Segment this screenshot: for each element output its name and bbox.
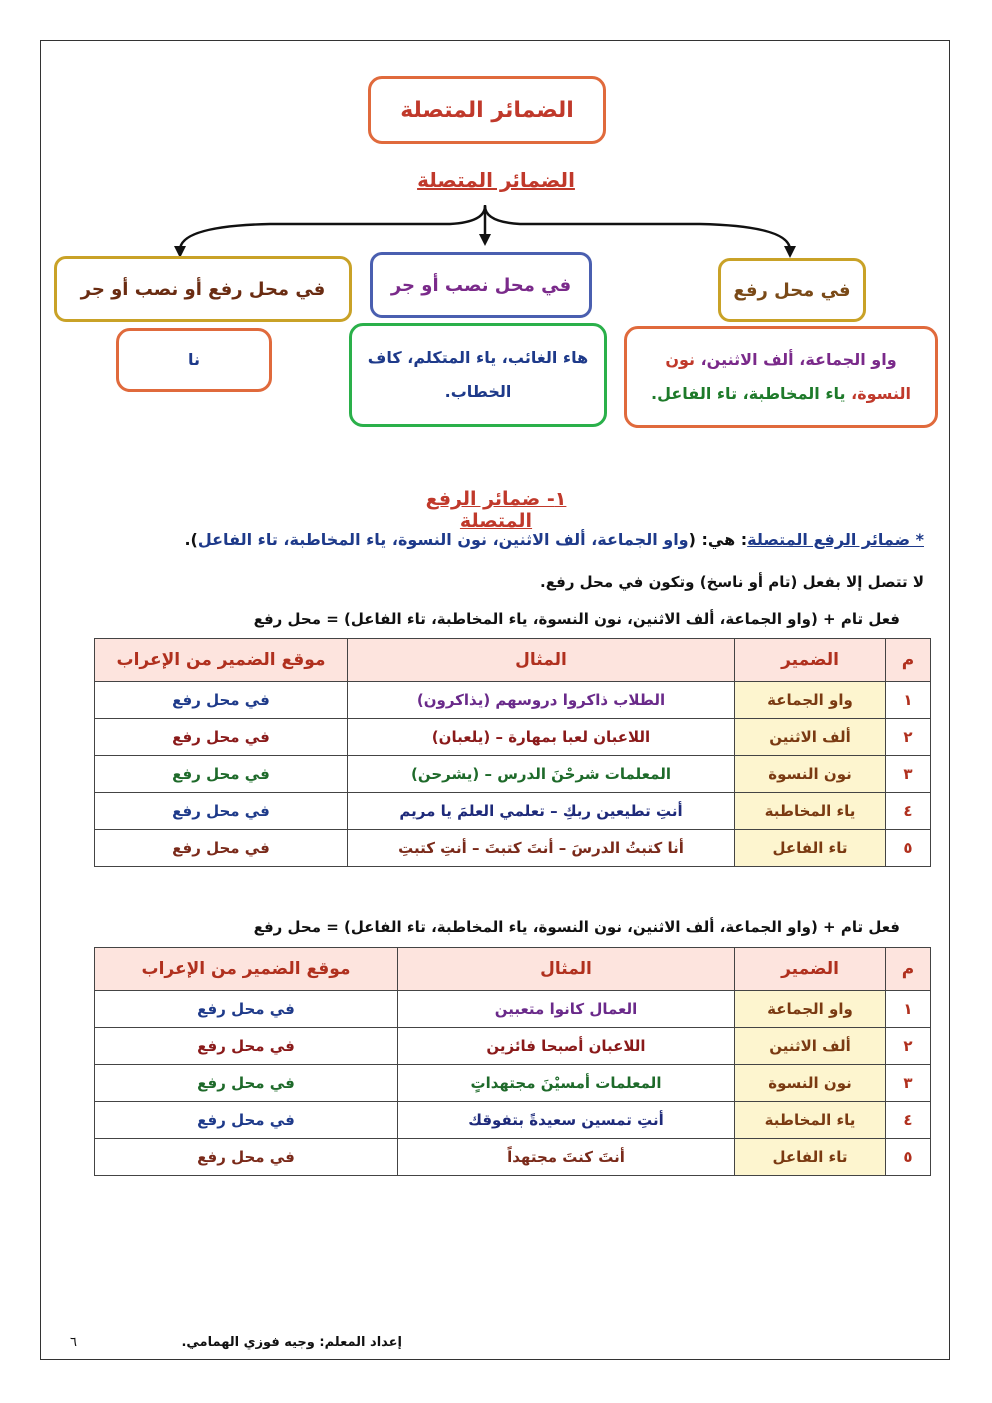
- leaf-raf-line2-b: ياء المخاطبة، تاء الفاعل.: [651, 384, 846, 403]
- cell-position: في محل رفع: [95, 1028, 398, 1065]
- cell-position: في محل رفع: [95, 1139, 398, 1176]
- leaf-raf-line1: [639, 343, 923, 377]
- cell-m: ٥: [886, 1139, 931, 1176]
- branch-raf-nasb-jar: في محل رفع أو نصب أو جر: [54, 256, 352, 322]
- table-row: [95, 1139, 931, 1176]
- cell-pronoun: ألف الاثنين: [735, 1028, 886, 1065]
- cell-example: اللاعبان أصبحا فائزين: [398, 1028, 735, 1065]
- branch-nasb-jar: في محل نصب أو جر: [370, 252, 592, 318]
- definition-end: ).: [184, 530, 198, 549]
- cell-m: ٤: [886, 1102, 931, 1139]
- leaf-raf-line2: [639, 377, 923, 411]
- leaf-raf-pronouns: [624, 326, 938, 428]
- cell-position: في محل رفع: [95, 1065, 398, 1102]
- leaf-raf-line1-b: نون: [665, 350, 696, 369]
- leaf-nasb-pronouns: [349, 323, 607, 427]
- cell-position: في محل رفع: [95, 719, 348, 756]
- cell-position: في محل رفع: [95, 793, 348, 830]
- table1-formula: فعل تام + (واو الجماعة، ألف الاثنين، نون النسوة، ياء المخاطبة، تاء الفاعل) = محل رفع: [253, 610, 900, 628]
- cell-example: أنتَ كنتَ مجتهداً: [398, 1139, 735, 1176]
- cell-pronoun: نون النسوة: [735, 1065, 886, 1102]
- definition-mid: : هي: (: [688, 530, 748, 549]
- cell-m: ٢: [886, 719, 931, 756]
- header-example: المثال: [398, 948, 735, 991]
- cell-position: في محل رفع: [95, 756, 348, 793]
- cell-pronoun: ياء المخاطبة: [735, 1102, 886, 1139]
- cell-pronoun: تاء الفاعل: [735, 830, 886, 867]
- page-number: ٦: [70, 1335, 77, 1350]
- table-row: [95, 1028, 931, 1065]
- table-row: [95, 756, 931, 793]
- table-row: [95, 682, 931, 719]
- note-line: لا تتصل إلا بفعل (تام أو ناسخ) وتكون في محل رفع.: [540, 573, 924, 591]
- cell-m: ٥: [886, 830, 931, 867]
- cell-example: المعلمات شرحْنَ الدرس – (يشرحن): [348, 756, 735, 793]
- cell-m: ١: [886, 682, 931, 719]
- tree-connector: [150, 200, 820, 260]
- diagram-title: الضمائر المتصلة: [368, 76, 606, 144]
- cell-example: اللاعبان لعبا بمهارة – (يلعبان): [348, 719, 735, 756]
- table-row: [95, 793, 931, 830]
- cell-example: أنا كتبتُ الدرسَ – أنتَ كتبتَ – أنتِ كتبتِ: [348, 830, 735, 867]
- table-row: [95, 1065, 931, 1102]
- cell-position: في محل رفع: [95, 1102, 398, 1139]
- cell-m: ٤: [886, 793, 931, 830]
- header-position: موقع الضمير من الإعراب: [95, 948, 398, 991]
- header-pronoun: الضمير: [735, 948, 886, 991]
- cell-m: ٣: [886, 1065, 931, 1102]
- header-pronoun: الضمير: [735, 639, 886, 682]
- definition-line: [64, 530, 924, 549]
- branch-raf: في محل رفع: [718, 258, 866, 322]
- table2: [94, 947, 931, 1176]
- cell-pronoun: واو الجماعة: [735, 682, 886, 719]
- cell-example: الطلاب ذاكروا دروسهم (يذاكرون): [348, 682, 735, 719]
- leaf-raf-line2-a: النسوة،: [845, 384, 911, 403]
- table1-header-row: [95, 639, 931, 682]
- header-m: م: [886, 639, 931, 682]
- cell-pronoun: واو الجماعة: [735, 991, 886, 1028]
- cell-pronoun: ألف الاثنين: [735, 719, 886, 756]
- footer-author: إعداد المعلم: وجيه فوزي الهمامي.: [181, 1335, 402, 1350]
- cell-pronoun: تاء الفاعل: [735, 1139, 886, 1176]
- cell-m: ١: [886, 991, 931, 1028]
- header-example: المثال: [348, 639, 735, 682]
- cell-pronoun: ياء المخاطبة: [735, 793, 886, 830]
- cell-example: أنتِ تمسين سعيدةً بتفوقك: [398, 1102, 735, 1139]
- cell-position: في محل رفع: [95, 991, 398, 1028]
- cell-m: ٢: [886, 1028, 931, 1065]
- definition-list: واو الجماعة، ألف الاثنين، نون النسوة، ياء المخاطبة، تاء الفاعل: [197, 530, 689, 549]
- cell-example: أنتِ تطيعين ربكِ – تعلمي العلمَ يا مريم: [348, 793, 735, 830]
- table1: [94, 638, 931, 867]
- cell-pronoun: نون النسوة: [735, 756, 886, 793]
- header-m: م: [886, 948, 931, 991]
- cell-position: في محل رفع: [95, 830, 348, 867]
- table-row: [95, 719, 931, 756]
- table-row: [95, 991, 931, 1028]
- table2-header-row: [95, 948, 931, 991]
- section-title: ١- ضمائر الرفع المتصلة: [425, 488, 567, 532]
- table2-formula: فعل تام + (واو الجماعة، ألف الاثنين، نون النسوة، ياء المخاطبة، تاء الفاعل) = محل رفع: [253, 918, 900, 936]
- definition-term: * ضمائر الرفع المتصلة: [747, 530, 924, 549]
- header-position: موقع الضمير من الإعراب: [95, 639, 348, 682]
- table-row: [95, 830, 931, 867]
- cell-m: ٣: [886, 756, 931, 793]
- leaf-nasb-line2: الخطاب.: [444, 382, 512, 401]
- leaf-na-pronoun: نا: [116, 328, 272, 392]
- leaf-nasb-line1: هاء الغائب، ياء المتكلم، كاف: [367, 348, 589, 367]
- table-row: [95, 1102, 931, 1139]
- diagram-subtitle: الضمائر المتصلة: [417, 168, 575, 192]
- cell-example: المعلمات أمسيْنَ مجتهداتٍ: [398, 1065, 735, 1102]
- leaf-raf-line1-a: واو الجماعة، ألف الاثنين،: [695, 350, 897, 369]
- cell-position: في محل رفع: [95, 682, 348, 719]
- cell-example: العمال كانوا متعبين: [398, 991, 735, 1028]
